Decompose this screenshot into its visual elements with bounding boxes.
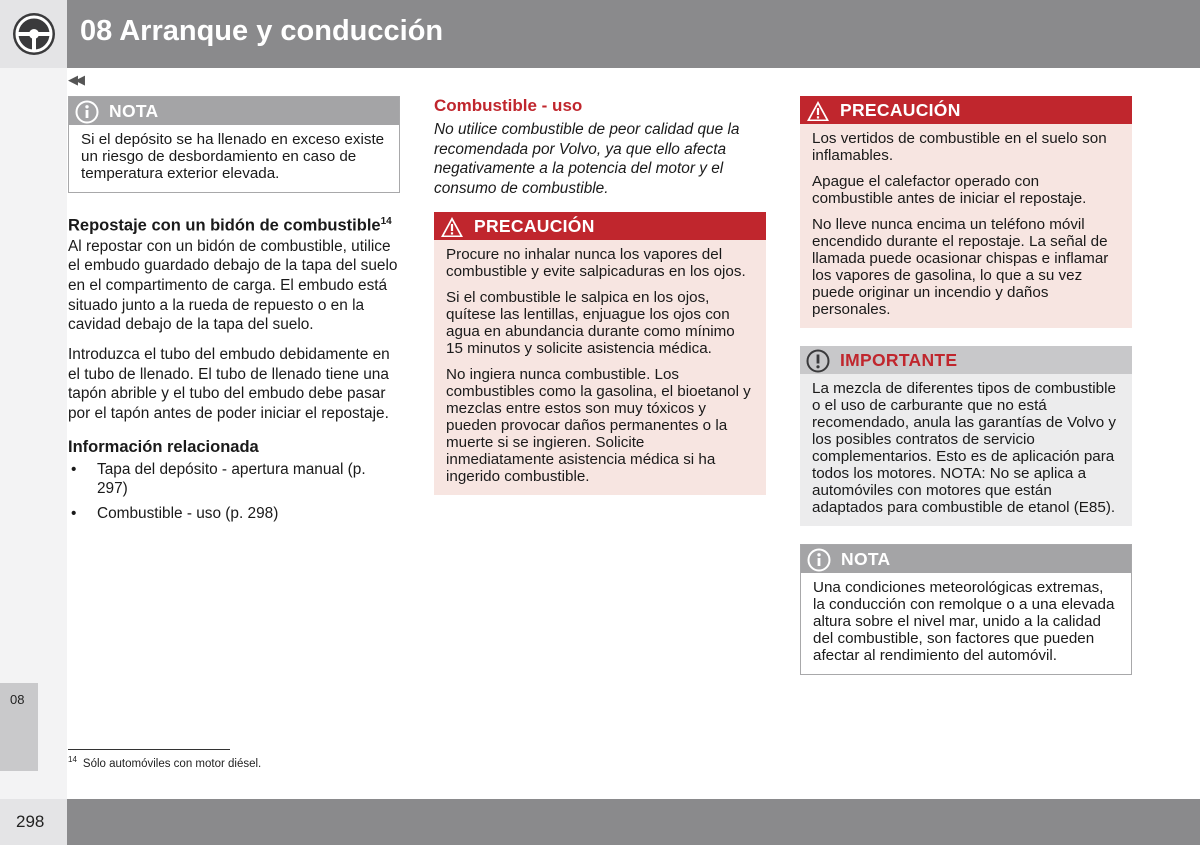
chapter-title: 08 Arranque y conducción bbox=[80, 15, 444, 47]
important-body bbox=[800, 374, 1132, 526]
footer-bar bbox=[0, 799, 1200, 845]
body-paragraph: Introduzca el tubo del embudo debidamente en el tubo de llenado. El tubo de llenado tiene una tapón abrible y el tubo del embudo debe pasar por el tapón antes de poder iniciar el repostaje. bbox=[68, 346, 390, 423]
important-title: IMPORTANTE bbox=[840, 350, 958, 370]
warning-header bbox=[434, 212, 766, 240]
bullet: • bbox=[71, 504, 77, 522]
important-text: La mezcla de diferentes tipos de combustible o el uso de carburante que no está recomendado, anula las garantías de Volvo y los posibles contratos de servicio complementarios. Esto es de aplicación para todos los motores. NOTA: No se aplica a automóviles con motores que están adaptados para combustible de etanol (E85). bbox=[812, 380, 1116, 516]
important-box bbox=[800, 346, 1132, 526]
note-title: NOTA bbox=[109, 101, 159, 121]
related-link[interactable] bbox=[68, 504, 400, 523]
warning-triangle-icon bbox=[440, 215, 464, 239]
warning-title: PRECAUCIÓN bbox=[840, 100, 961, 120]
previous-page-icon[interactable]: ◀◀ bbox=[68, 72, 82, 87]
warning-title: PRECAUCIÓN bbox=[474, 216, 595, 236]
section-heading bbox=[68, 211, 400, 237]
section-heading-text: Repostaje con un bidón de combustible bbox=[68, 216, 381, 235]
important-header bbox=[800, 346, 1132, 374]
warning-paragraph: Apague el calefactor operado con combustible antes de iniciar el repostaje. bbox=[812, 173, 1087, 207]
note-text: Si el depósito se ha llenado en exceso existe un riesgo de desbordamiento en caso de temperatura exterior elevada. bbox=[81, 131, 385, 182]
footnote-rule bbox=[68, 749, 230, 750]
related-link-text[interactable]: Tapa del depósito - apertura manual (p. 297) bbox=[97, 460, 366, 497]
warning-triangle-icon bbox=[806, 99, 830, 123]
footnote-text: Sólo automóviles con motor diésel. bbox=[82, 757, 262, 770]
note-text: Una condiciones meteorológicas extremas, la conducción con remolque o a una elevada altura sobre el nivel mar, unido a la calidad del combustible, son factores que pueden afectar al rendimiento del automóvil. bbox=[813, 579, 1115, 664]
related-info-heading: Información relacionada bbox=[68, 437, 259, 456]
note-header bbox=[801, 545, 1131, 573]
warning-body bbox=[800, 124, 1132, 328]
header-icon-cell bbox=[0, 0, 67, 68]
footnote bbox=[68, 755, 261, 770]
warning-box bbox=[434, 212, 766, 495]
section-title: Combustible - uso bbox=[434, 96, 583, 115]
intro-text: No utilice combustible de peor calidad que la recomendada por Volvo, ya que ello afecta negativamente a la potencia del motor y el consumo de combustible. bbox=[434, 121, 740, 197]
warning-paragraph: Si el combustible le salpica en los ojos, quítese las lentillas, enjuague los ojos con agua en abundancia durante como mínimo 15 minutos y solicite asistencia médica. bbox=[446, 289, 735, 357]
note-body bbox=[801, 573, 1131, 674]
related-link[interactable] bbox=[68, 460, 400, 498]
note-box bbox=[800, 544, 1132, 675]
column-1 bbox=[68, 96, 400, 529]
warning-paragraph: Procure no inhalar nunca los vapores del combustible y evite salpicaduras en los ojos. bbox=[446, 246, 746, 280]
warning-paragraph: No lleve nunca encima un teléfono móvil encendido durante el repostaje. La señal de llamada puede ocasionar chispas e inflamar los vapores de gasolina, lo que a su vez puede originar un incendio y daños personales. bbox=[812, 216, 1109, 318]
note-body bbox=[69, 125, 399, 192]
warning-header bbox=[800, 96, 1132, 124]
column-2 bbox=[434, 96, 766, 513]
note-header bbox=[69, 97, 399, 125]
column-3 bbox=[800, 96, 1132, 693]
related-info-list bbox=[68, 460, 400, 523]
warning-paragraph: No ingiera nunca combustible. Los combustibles como la gasolina, el bioetanol y mezclas entre estos son muy tóxicos y pueden provocar daños permanentes o la muerte si se ingieren. Solicite inmediatamente asistencia médica si ha ingerido combustible. bbox=[446, 366, 751, 485]
info-icon bbox=[75, 100, 99, 124]
info-icon bbox=[807, 548, 831, 572]
warning-body bbox=[434, 240, 766, 495]
footnote-number: 14 bbox=[68, 755, 77, 764]
related-link-text[interactable]: Combustible - uso (p. 298) bbox=[97, 504, 279, 522]
body-paragraph: Al repostar con un bidón de combustible, utilice el embudo guardado debajo de la tapa del suelo en el compartimento de carga. El embudo está situado junto a la rueda de repuesto o en la cavidad debajo de la tapa del suelo. bbox=[68, 237, 398, 334]
exclamation-icon bbox=[806, 349, 830, 373]
note-box bbox=[68, 96, 400, 193]
warning-paragraph: Los vertidos de combustible en el suelo son inflamables. bbox=[812, 130, 1107, 164]
chapter-tab-label: 08 bbox=[10, 692, 25, 707]
footnote-ref[interactable]: 14 bbox=[380, 216, 392, 227]
steering-wheel-icon bbox=[11, 11, 57, 57]
page-number: 298 bbox=[16, 812, 45, 831]
note-title: NOTA bbox=[841, 549, 891, 569]
bullet: • bbox=[71, 460, 77, 478]
warning-box bbox=[800, 96, 1132, 328]
